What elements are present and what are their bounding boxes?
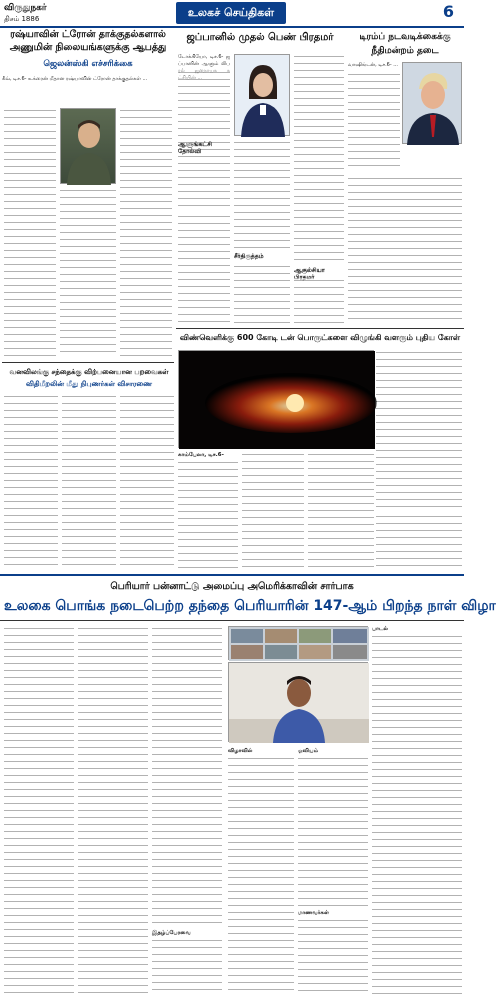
japan-col2-text — [234, 140, 290, 250]
masthead-date: திசம் 1886 — [4, 15, 40, 23]
japan-headline: ஜப்பானில் முதல் பெண் பிரதமர் — [186, 32, 334, 43]
trump-headline-1: டிரம்ப் நடவடிக்கைக்கு — [359, 32, 451, 42]
trump-photo — [402, 62, 462, 144]
forest-col2-text — [62, 394, 116, 570]
space-subhead: காம்பேலா, டிச.6- — [178, 452, 224, 458]
forest-headline-2: விதிமீறலின் மீது நிபுணர்கள் விசாரணை — [25, 380, 153, 388]
trump-col1-text — [348, 72, 400, 172]
zelensky-col2-text — [60, 188, 116, 358]
japan-col1-text — [178, 70, 230, 210]
trump-headline-2: நீதிமன்றம் தடை — [371, 46, 439, 56]
forest-top-rule — [2, 362, 174, 363]
japan-body-intro: டோக்கியோ, டிச.6- ஜப்பானின் ஆளும் லிபரல் ஜனநாயக கட்சியின் ... — [178, 54, 230, 81]
japan-subhead-3: ஆகுல்சியா பிரதமர் — [294, 267, 325, 281]
space-top-rule — [176, 328, 464, 329]
periyar-subhead-4: மாணவர்கள் — [298, 910, 329, 916]
trump-col2-text — [348, 176, 462, 324]
forest-headline-1: வனவிலங்கு சந்தைக்கு விற்பனையான பறவைகள் — [9, 368, 169, 376]
space-col1-text — [178, 460, 238, 568]
masthead-city: விருதுநகர் — [4, 3, 47, 13]
zelensky-photo — [60, 108, 116, 184]
periyar-video-conference-photo — [228, 626, 368, 660]
periyar-headline: உலகை பொங்க நடைபெற்ற தந்தை பெரியாரின் 147-ஆம் பிறந்த நாள் விழா — [4, 598, 496, 614]
zelensky-col1-text — [4, 108, 56, 358]
periyar-col3b-text — [152, 938, 222, 996]
space-col4-text — [376, 514, 462, 568]
periyar-col4-text — [228, 756, 294, 996]
periyar-subhead-3: ஓவியம் — [298, 748, 319, 754]
zelensky-headline-1: ரஷ்யாவின் ட்ரோன் தாக்குதல்களால் — [10, 29, 166, 40]
periyar-speaker-photo — [228, 662, 368, 742]
space-col3-text — [308, 452, 374, 568]
zelensky-body-intro: கீவ், டிச.6- உக்ரைன் மீதான ரஷ்யாவின் ட்ரோன் தாக்குதல்கள் ... — [2, 75, 148, 82]
space-headline: விண்வெளிக்கு 600 கோடி டன் பொருட்களை விழுங்கி வளரும் புதிய கோள் — [179, 333, 461, 342]
japan-col3-text — [294, 54, 344, 264]
periyar-col2-text — [78, 626, 148, 996]
japan-col2b-text — [234, 264, 290, 324]
periyar-subhead-2: விழாவில் — [228, 748, 253, 754]
periyar-col1-text — [4, 626, 74, 996]
periyar-kicker: பெரியார் பன்னாட்டு அமைப்பு அமெரிக்காவின் சார்பாக — [110, 581, 354, 592]
periyar-col3-text — [152, 626, 222, 926]
japan-pm-photo — [234, 54, 290, 136]
section-banner: உலகச் செய்திகள் — [176, 2, 286, 24]
space-col-right-text — [376, 350, 462, 510]
page-number: 6 — [442, 2, 454, 21]
japan-col1b-text — [178, 214, 230, 324]
periyar-col6-text — [372, 634, 462, 996]
japan-subhead-1: ஆளுங்கட்சி தோல்வி — [178, 141, 212, 155]
japan-subhead-2: சீர்திருத்தம் — [234, 253, 264, 260]
periyar-headline-rule — [0, 620, 464, 621]
zelensky-headline-2: அணுமின் நிலையங்களுக்கு ஆபத்து — [9, 41, 167, 53]
space-planet-photo — [178, 350, 374, 448]
trump-body-intro: வாஷிங்டன், டிச.6- ... — [348, 62, 399, 68]
periyar-col5-text — [298, 756, 368, 906]
masthead-rule — [0, 26, 464, 28]
zelensky-subhead: ஜெலன்ஸ்கி எச்சரிக்கை — [43, 58, 133, 69]
periyar-top-rule — [0, 574, 464, 576]
japan-col3b-text — [294, 278, 344, 324]
space-col2-text — [242, 452, 304, 568]
forest-col1-text — [4, 394, 58, 570]
zelensky-col3-text — [120, 108, 172, 358]
forest-col3-text — [120, 394, 174, 570]
periyar-subhead-5: பாடல் — [372, 626, 388, 632]
periyar-subhead-1: இதழ்ப்பேரவை — [152, 930, 191, 936]
periyar-col5b-text — [298, 918, 368, 996]
